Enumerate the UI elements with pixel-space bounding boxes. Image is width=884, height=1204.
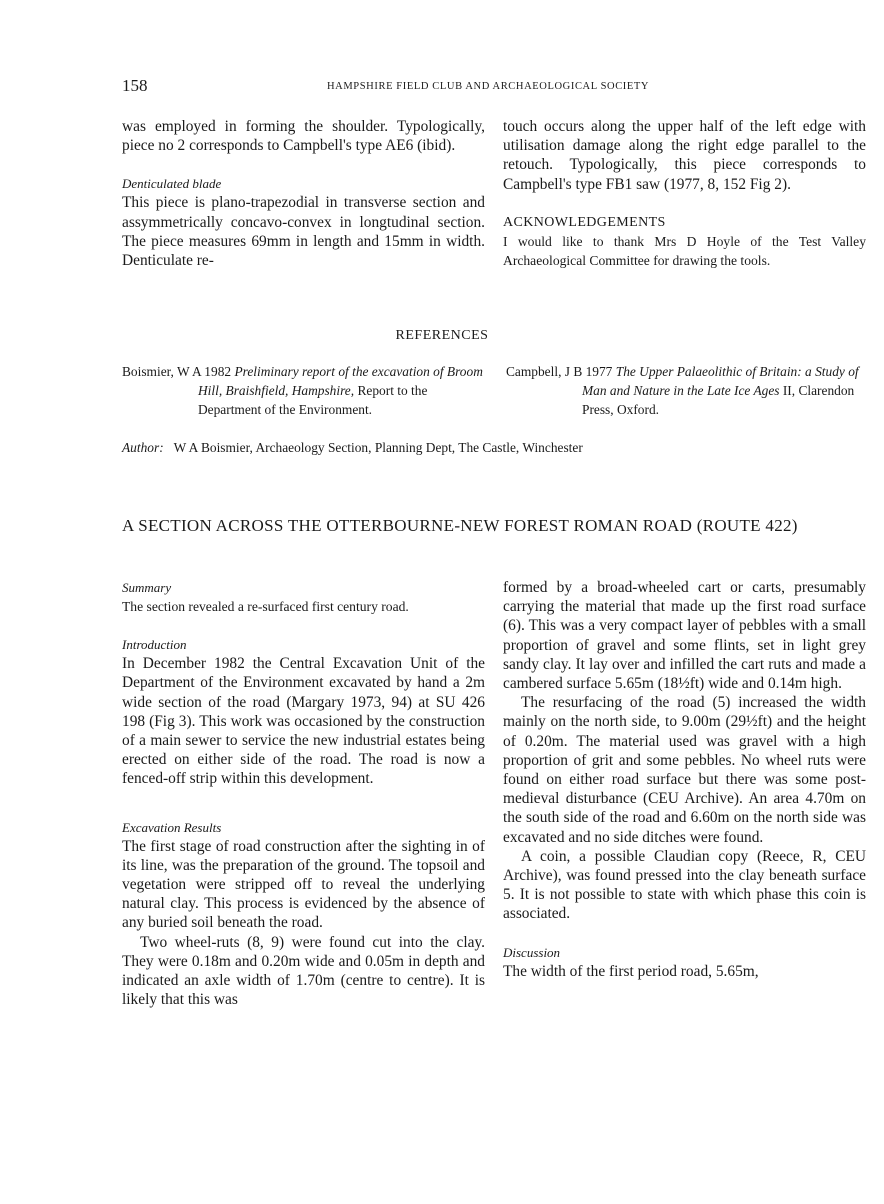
author-label: Author: bbox=[122, 440, 164, 455]
author-text: W A Boismier, Archaeology Section, Planning Dept, The Castle, Winchester bbox=[173, 440, 583, 455]
section-heading: ACKNOWLEDGEMENTS bbox=[503, 214, 666, 230]
top-left-column bbox=[122, 117, 485, 270]
reference-title: Preliminary report of the excavation of Broom Hill, Braishfield, Hampshire, bbox=[198, 364, 483, 398]
article-title: A SECTION ACROSS THE OTTERBOURNE-NEW FOREST ROMAN ROAD (ROUTE 422) bbox=[122, 516, 798, 535]
author-line bbox=[122, 440, 583, 456]
page-number: 158 bbox=[122, 76, 148, 95]
reference-author: Boismier, W A 1982 bbox=[122, 364, 232, 379]
reference-details: II, Clarendon Press, Oxford. bbox=[582, 383, 855, 417]
paragraph: formed by a broad-wheeled cart or carts, presumably carrying the material that made up the first road surface (6). This was a very compact layer of pebbles with a small proportion of gravel and some flints, set in light grey sandy clay. It lay over and infilled the cart ruts and made a cambered surface 5.65m (18½ft) wide and 0.14m high. bbox=[503, 579, 866, 693]
section-heading: Excavation Results bbox=[122, 819, 222, 835]
paragraph: The section revealed a re-surfaced first century road. bbox=[122, 599, 409, 614]
paragraph: In December 1982 the Central Excavation Unit of the Department of the Environment excavated by hand a 2m wide section of the road (Margary 1973, 94) at SU 426 198 (Fig 3). This work was occasioned by the construction of a main sewer to service the new industrial estates being erected on either side of the road. The road is now a fenced-off strip within this development. bbox=[122, 655, 485, 788]
section-heading: Summary bbox=[122, 580, 172, 595]
paragraph: The width of the first period road, 5.65m, bbox=[503, 962, 759, 980]
references-heading: REFERENCES bbox=[395, 328, 489, 343]
left-body-column bbox=[122, 578, 485, 1009]
section-heading: Introduction bbox=[122, 637, 187, 653]
paragraph: touch occurs along the upper half of the left edge with utilisation damage along the right edge parallel to the retouch. Typologically, this piece corresponds to Campbell's type FB1 saw (1977, 8, 152 Fig 2). bbox=[503, 118, 866, 193]
top-right-column bbox=[503, 117, 866, 270]
journal-title: HAMPSHIRE FIELD CLUB AND ARCHAEOLOGICAL SOCIETY bbox=[327, 81, 650, 92]
reference-entry bbox=[122, 362, 490, 419]
reference-details: Report to the Department of the Environment. bbox=[198, 383, 428, 417]
paragraph: This piece is plano-trapezodial in transverse section and assymmetrically concavo-convex in longtudinal section. The piece measures 69mm in length and 15mm in width. Denticulate re- bbox=[122, 194, 485, 270]
reference-author: Campbell, J B 1977 bbox=[506, 364, 613, 379]
paragraph: I would like to thank Mrs D Hoyle of the Test Valley Archaeological Committee for drawing the tools. bbox=[503, 233, 866, 269]
right-body-column bbox=[503, 578, 866, 981]
running-head bbox=[122, 76, 862, 98]
section-heading: Discussion bbox=[503, 944, 561, 960]
paragraph: was employed in forming the shoulder. Typologically, piece no 2 corresponds to Campbell's type AE6 (ibid). bbox=[122, 118, 485, 155]
reference-title: The Upper Palaeolithic of Britain: a Study of Man and Nature in the Late Ice Ages bbox=[582, 364, 859, 398]
paragraph: The first stage of road construction after the sighting in of its line, was the preparation of the ground. The topsoil and vegetation were stripped off to reveal the underlying natural clay. This process is evidenced by the absence of any buried soil beneath the road. bbox=[122, 837, 485, 932]
reference-entry bbox=[506, 362, 866, 419]
paragraph: A coin, a possible Claudian copy (Reece, R, CEU Archive), was found pressed into the clay beneath surface 5. It is not possible to state with which phase this coin is associated. bbox=[503, 847, 866, 923]
paragraph: Two wheel-ruts (8, 9) were found cut into the clay. They were 0.18m and 0.20m wide and 0.05m in depth and indicated an axle width of 1.70m (centre to centre). It is likely that this was bbox=[122, 933, 485, 1009]
section-heading: Denticulated blade bbox=[122, 176, 222, 192]
paragraph: The resurfacing of the road (5) increased the width mainly on the north side, to 9.00m (29½ft) and the height of 0.20m. The material used was gravel with a high proportion of grit and some pebbles. No wheel ruts were found on either road surface but there was some post-medieval disturbance (CEU Archive). An area 4.70m on the south side of the road and 6.60m on the north side was excavated and no side ditches were found. bbox=[503, 694, 866, 846]
